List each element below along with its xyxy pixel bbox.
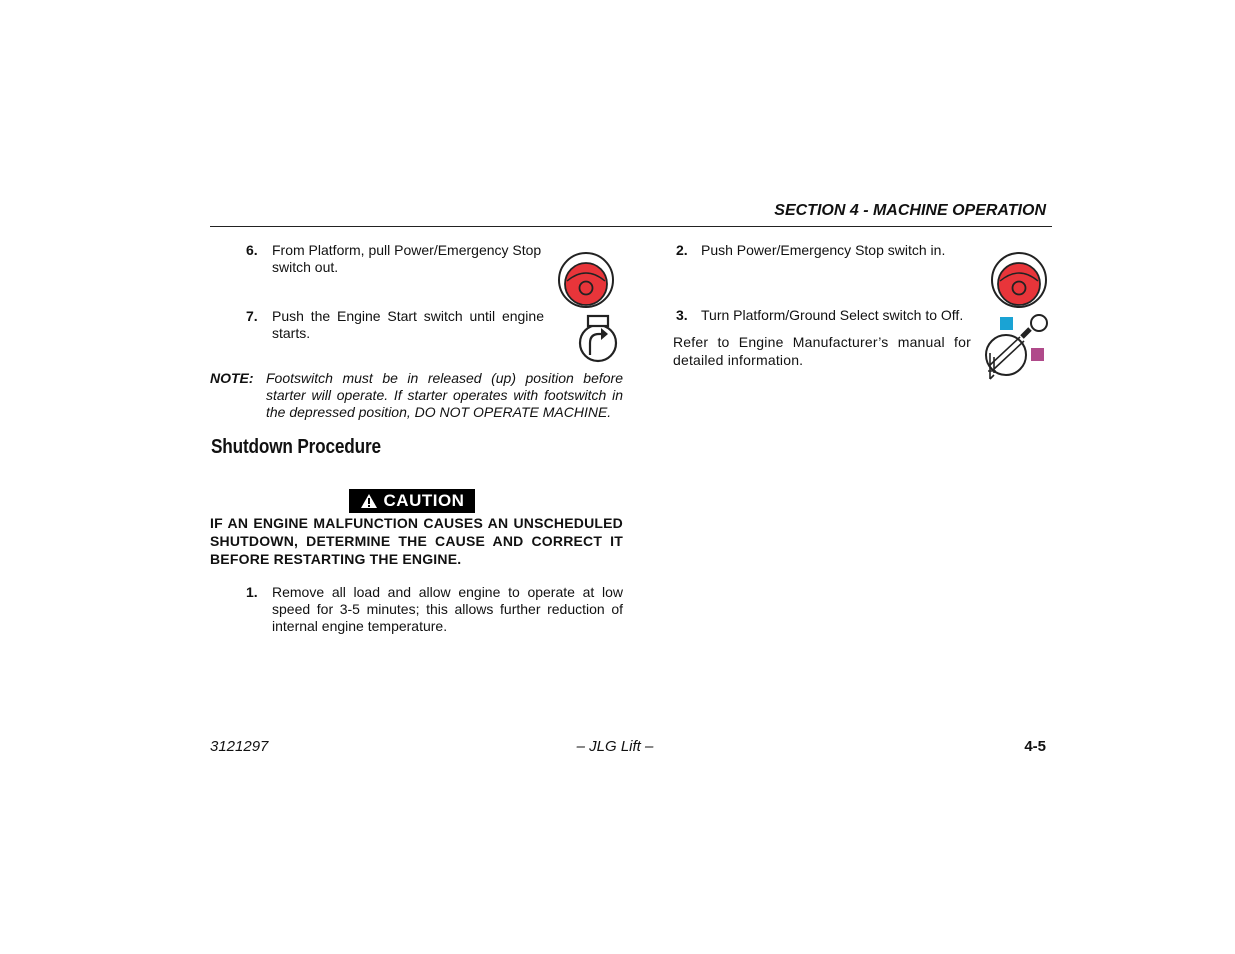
caution-badge [349,489,475,513]
step-text: Turn Platform/Ground Select switch to Off. [701,307,964,323]
step-2 [676,242,976,259]
step-number: 7. [246,308,258,324]
caution-label: CAUTION [383,491,465,510]
page-number: 4-5 [1024,738,1046,755]
shutdown-heading: Shutdown Procedure [211,436,381,458]
step-number: 2. [676,242,688,258]
caution-text: IF AN ENGINE MALFUNCTION CAUSES AN UNSCHEDULED SHUTDOWN, DETERMINE THE CAUSE AND CORRECT IT BEFORE RESTARTING THE ENGINE. [210,515,623,567]
warning-triangle-icon [360,493,378,509]
step-6 [246,242,546,276]
emergency-stop-icon [557,251,615,309]
note-text: Footswitch must be in released (up) position before starter will operate. If starter operates with footswitch in the depressed position, DO NOT OPERATE MACHINE. [266,370,623,420]
footer-center: – JLG Lift – [576,738,654,755]
shutdown-step-1 [246,584,624,635]
step-text: From Platform, pull Power/Emergency Stop switch out. [272,242,542,275]
doc-number: 3121297 [210,738,269,755]
engine-start-icon [577,312,619,364]
step-number: 1. [246,584,258,600]
step-7 [246,308,546,342]
step-number: 3. [676,307,688,323]
header-divider [210,226,1052,227]
key-switch-icon [982,313,1050,387]
note-label: NOTE: [210,370,254,386]
step-text: Push Power/Emergency Stop switch in. [701,242,946,258]
emergency-stop-icon [990,251,1048,309]
step-text: Push the Engine Start switch until engine starts. [272,308,544,341]
step-number: 6. [246,242,258,258]
refer-text: Refer to Engine Manufacturer’s manual for detailed information. [673,334,971,368]
section-title: SECTION 4 - MACHINE OPERATION [774,202,1046,219]
step-3 [676,307,976,324]
step-text: Remove all load and allow engine to operate at low speed for 3-5 minutes; this allows further reduction of internal engine temperature. [272,584,623,634]
